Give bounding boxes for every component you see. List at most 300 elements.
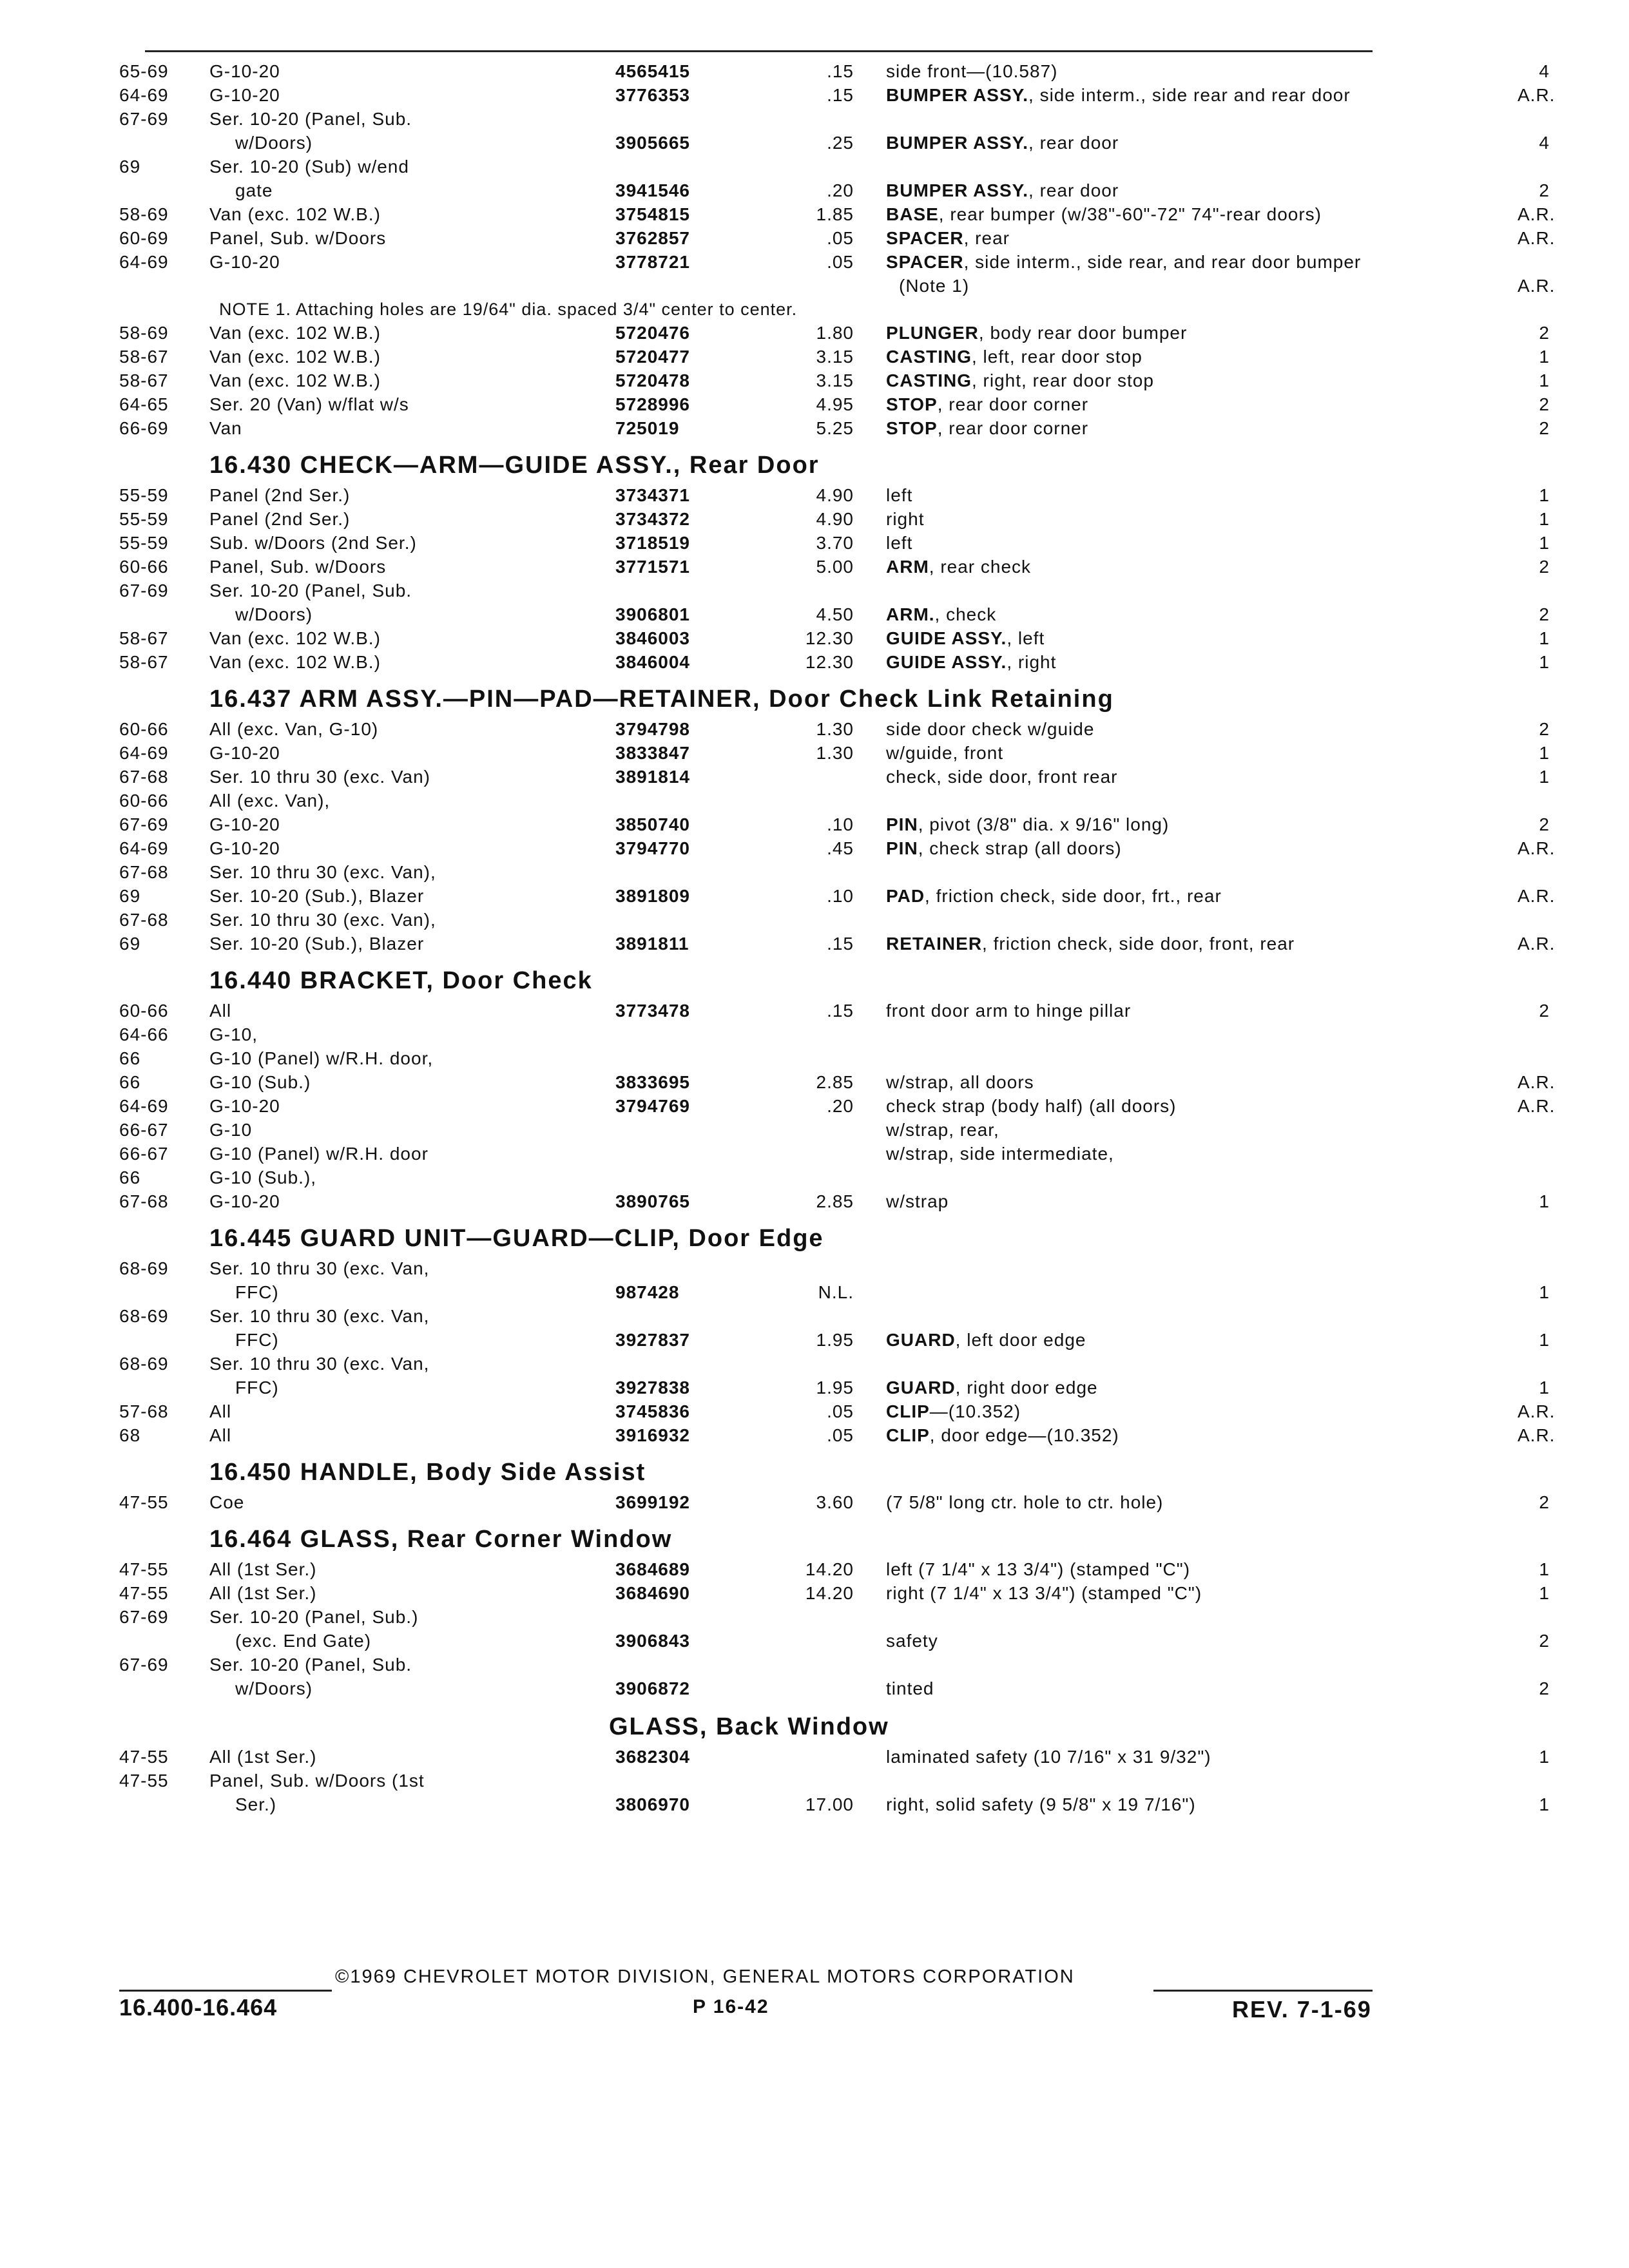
part-description <box>873 1769 1518 1792</box>
quantity: A.R. <box>1518 838 1556 858</box>
footer-section-range: 16.400-16.464 <box>119 1994 278 2021</box>
model-application: G-10 (Sub.), <box>209 1168 317 1187</box>
model-application: All (exc. Van), <box>209 791 331 811</box>
part-name: STOP <box>886 418 938 438</box>
model-years: 47-55 <box>119 1583 169 1603</box>
list-price: 1.95 <box>816 1330 854 1350</box>
quantity: A.R. <box>1518 1072 1556 1092</box>
list-price: .15 <box>827 934 854 954</box>
part-description: tinted <box>886 1678 934 1698</box>
part-row <box>119 1166 1402 1189</box>
list-price: 12.30 <box>805 628 854 648</box>
part-row <box>119 226 1556 250</box>
list-price: 12.30 <box>805 652 854 672</box>
quantity <box>1518 107 1550 131</box>
model-application: All <box>209 1401 232 1421</box>
part-row <box>119 602 1550 626</box>
model-years: 60-66 <box>119 1001 169 1021</box>
model-years: 64-69 <box>119 85 169 105</box>
quantity: 1 <box>1539 347 1550 367</box>
part-description: left <box>886 533 913 553</box>
part-number: 3891809 <box>615 886 691 906</box>
part-description <box>873 1166 1518 1189</box>
part-number <box>615 1352 757 1376</box>
section-title: 16.430 CHECK—ARM—GUIDE ASSY., Rear Door <box>209 452 820 479</box>
part-number: 3927838 <box>615 1378 691 1398</box>
quantity <box>1518 579 1550 602</box>
list-price <box>757 107 873 131</box>
quantity: A.R. <box>1518 886 1556 906</box>
model-years: 66-67 <box>119 1120 169 1140</box>
model-years: 55-59 <box>119 485 169 505</box>
footer-revision: REV. 7-1-69 <box>1232 1996 1372 2023</box>
part-number <box>615 1304 757 1328</box>
quantity: A.R. <box>1518 85 1556 105</box>
model-years: 58-67 <box>119 628 169 648</box>
part-description: front door arm to hinge pillar <box>886 1001 1132 1021</box>
part-description: w/strap, rear, <box>886 1120 999 1140</box>
model-years: 67-68 <box>119 910 169 930</box>
section-subtitle: GLASS, Back Window <box>609 1713 889 1740</box>
quantity <box>1518 1166 1550 1189</box>
part-row <box>119 1070 1556 1094</box>
model-years: 68-69 <box>119 1258 169 1278</box>
part-number <box>615 789 757 812</box>
quantity: A.R. <box>1518 1425 1556 1445</box>
model-years: 69 <box>119 934 141 954</box>
part-row <box>119 1423 1556 1447</box>
part-number: 3794798 <box>615 719 691 739</box>
part-description: (7 5/8" long ctr. hole to ctr. hole) <box>886 1492 1164 1512</box>
part-number: 3718519 <box>615 533 691 553</box>
list-price <box>757 789 873 812</box>
part-row <box>119 650 1550 674</box>
model-years: 69 <box>119 886 141 906</box>
part-description: STOP, rear door corner <box>886 394 1089 414</box>
model-application: Van (exc. 102 W.B.) <box>209 628 381 648</box>
section-title: 16.440 BRACKET, Door Check <box>209 967 593 994</box>
part-row <box>119 59 1550 83</box>
part-row <box>119 1352 1402 1376</box>
model-application: G-10, <box>209 1024 258 1044</box>
footer-rule-left <box>119 1990 332 1992</box>
quantity <box>1518 250 1550 274</box>
part-description: w/strap, all doors <box>886 1072 1034 1092</box>
part-name: CASTING <box>886 370 972 390</box>
model-years: 64-69 <box>119 838 169 858</box>
list-price <box>757 579 873 602</box>
model-years: 65-69 <box>119 61 169 81</box>
part-number <box>615 908 757 932</box>
model-application: Van (exc. 102 W.B.) <box>209 323 381 343</box>
part-row <box>119 1376 1550 1399</box>
part-description: right <box>886 509 925 529</box>
part-row <box>119 555 1550 579</box>
part-name: CLIP <box>886 1401 930 1421</box>
model-application: All (exc. Van, G-10) <box>209 719 379 739</box>
part-row <box>119 579 1402 602</box>
part-number: 3850740 <box>615 814 691 834</box>
quantity: A.R. <box>1518 1401 1556 1421</box>
part-row <box>119 1490 1550 1514</box>
model-years: 58-67 <box>119 652 169 672</box>
model-years: 66 <box>119 1072 141 1092</box>
part-description: CLIP, door edge—(10.352) <box>886 1425 1119 1445</box>
part-description <box>873 789 1518 812</box>
part-row <box>119 1189 1550 1213</box>
part-row <box>119 999 1550 1023</box>
model-application: Ser. 10-20 (Panel, Sub. <box>209 581 412 601</box>
part-number: 3891814 <box>615 767 691 787</box>
part-row <box>119 1142 1402 1166</box>
model-years: 67-69 <box>119 581 169 601</box>
part-name: ARM. <box>886 604 935 624</box>
list-price: 4.90 <box>816 509 854 529</box>
part-row <box>119 1328 1550 1352</box>
part-number: 3794769 <box>615 1096 691 1116</box>
quantity: 2 <box>1539 604 1550 624</box>
model-application: All <box>209 1425 232 1445</box>
list-price <box>757 1769 873 1792</box>
part-number: 3906801 <box>615 604 691 624</box>
model-application: Sub. w/Doors (2nd Ser.) <box>209 533 417 553</box>
list-price: .05 <box>827 252 854 272</box>
quantity: 1 <box>1539 509 1550 529</box>
part-name: BUMPER ASSY. <box>886 180 1029 200</box>
model-years: 64-69 <box>119 743 169 763</box>
part-number: 3682304 <box>615 1747 691 1767</box>
model-years: 55-59 <box>119 533 169 553</box>
model-years: 58-67 <box>119 347 169 367</box>
quantity: 1 <box>1539 1583 1550 1603</box>
model-application: Ser. 10 thru 30 (exc. Van, <box>209 1258 430 1278</box>
model-application: G-10 (Panel) w/R.H. door, <box>209 1048 434 1068</box>
quantity: 1 <box>1539 1559 1550 1579</box>
model-application: Ser. 10-20 (Panel, Sub.) <box>209 1607 419 1627</box>
part-number: 3906843 <box>615 1631 691 1651</box>
quantity <box>1518 1256 1550 1280</box>
model-years: 67-68 <box>119 767 169 787</box>
part-row <box>119 531 1550 555</box>
part-number: 3762857 <box>615 228 691 248</box>
part-description <box>873 1280 1518 1304</box>
part-row <box>119 812 1550 836</box>
part-name: ARM <box>886 557 929 577</box>
part-row <box>119 131 1550 155</box>
part-name: PAD <box>886 886 925 906</box>
part-number <box>615 1142 757 1166</box>
quantity: A.R. <box>1518 276 1556 296</box>
part-number: 3773478 <box>615 1001 691 1021</box>
part-name: PIN <box>886 838 918 858</box>
model-years: 60-66 <box>119 791 169 811</box>
part-number <box>615 1023 757 1046</box>
part-description <box>873 1023 1518 1046</box>
model-application: Ser. 10-20 (Panel, Sub. <box>209 1655 412 1675</box>
part-description: side front—(10.587) <box>886 61 1058 81</box>
quantity <box>1518 1769 1550 1792</box>
list-price: .05 <box>827 1425 854 1445</box>
part-description: (Note 1) <box>899 276 970 296</box>
model-application: FFC) <box>235 1330 279 1350</box>
list-price <box>757 1046 873 1070</box>
model-years: 47-55 <box>119 1559 169 1579</box>
part-number: 5728996 <box>615 394 691 414</box>
model-years: 66-67 <box>119 1144 169 1164</box>
part-row <box>119 155 1402 178</box>
quantity <box>1518 155 1550 178</box>
list-price: 2.85 <box>816 1191 854 1211</box>
part-row <box>119 107 1402 131</box>
part-row <box>119 202 1556 226</box>
model-application: Ser. 10 thru 30 (exc. Van, <box>209 1306 430 1326</box>
part-description: SPACER, side interm., side rear, and rear door bumper <box>886 252 1362 272</box>
part-description <box>873 1256 1518 1280</box>
part-description <box>873 1046 1518 1070</box>
part-row <box>119 274 1556 298</box>
quantity: A.R. <box>1518 934 1556 954</box>
list-price: 1.30 <box>816 743 854 763</box>
part-row <box>119 1745 1550 1769</box>
model-years: 67-69 <box>119 814 169 834</box>
part-number <box>615 1769 757 1792</box>
list-price: 5.00 <box>816 557 854 577</box>
model-application: FFC) <box>235 1378 279 1398</box>
quantity: 1 <box>1539 743 1550 763</box>
parts-listing <box>119 59 1556 1816</box>
quantity <box>1518 1118 1550 1142</box>
quantity <box>1518 860 1550 884</box>
quantity <box>1518 1142 1550 1166</box>
part-description <box>873 860 1518 884</box>
model-application: G-10 <box>209 1120 253 1140</box>
model-application: Panel, Sub. w/Doors (1st <box>209 1771 425 1791</box>
quantity: 2 <box>1539 180 1550 200</box>
model-application: (exc. End Gate) <box>235 1631 372 1651</box>
quantity: 1 <box>1539 1191 1550 1211</box>
part-row <box>119 1605 1402 1629</box>
list-price: 14.20 <box>805 1583 854 1603</box>
part-description: CASTING, left, rear door stop <box>886 347 1142 367</box>
model-application: All (1st Ser.) <box>209 1747 317 1767</box>
quantity: A.R. <box>1518 228 1556 248</box>
quantity: 1 <box>1539 485 1550 505</box>
part-description: right (7 1/4" x 13 3/4") (stamped "C") <box>886 1583 1202 1603</box>
quantity: 1 <box>1539 767 1550 787</box>
part-name: BUMPER ASSY. <box>886 85 1029 105</box>
quantity: A.R. <box>1518 1096 1556 1116</box>
part-row <box>119 1769 1402 1792</box>
list-price: .10 <box>827 814 854 834</box>
list-price <box>757 1605 873 1629</box>
list-price: .45 <box>827 838 854 858</box>
model-years: 57-68 <box>119 1401 169 1421</box>
quantity: 2 <box>1539 557 1550 577</box>
part-row <box>119 1118 1402 1142</box>
part-row <box>119 1792 1550 1816</box>
model-application: Van (exc. 102 W.B.) <box>209 204 381 224</box>
part-row <box>119 483 1550 507</box>
part-description: PAD, friction check, side door, frt., rear <box>886 886 1222 906</box>
part-number <box>615 1256 757 1280</box>
model-application: Ser. 10 thru 30 (exc. Van), <box>209 862 436 882</box>
quantity: 1 <box>1539 1330 1550 1350</box>
model-application: Ser. 20 (Van) w/flat w/s <box>209 394 409 414</box>
model-years: 58-67 <box>119 370 169 390</box>
list-price <box>757 1677 873 1700</box>
model-application: G-10-20 <box>209 61 280 81</box>
footer-copyright: ©1969 CHEVROLET MOTOR DIVISION, GENERAL MOTORS CORPORATION <box>335 1966 1075 1987</box>
list-price <box>757 1166 873 1189</box>
part-description: STOP, rear door corner <box>886 418 1089 438</box>
part-description: ARM., check <box>886 604 997 624</box>
part-name: GUIDE ASSY. <box>886 628 1007 648</box>
quantity: 2 <box>1539 719 1550 739</box>
part-number: 3684689 <box>615 1559 691 1579</box>
model-application: Van (exc. 102 W.B.) <box>209 652 381 672</box>
part-number: 4565415 <box>615 61 691 81</box>
part-description: GUARD, right door edge <box>886 1378 1098 1398</box>
footer-rule-right <box>1153 1990 1373 1992</box>
quantity: 1 <box>1539 652 1550 672</box>
model-years: 47-55 <box>119 1747 169 1767</box>
model-application: All (1st Ser.) <box>209 1583 317 1603</box>
quantity: 4 <box>1539 133 1550 153</box>
part-name: BUMPER ASSY. <box>886 133 1029 153</box>
quantity: 1 <box>1539 1378 1550 1398</box>
part-name: STOP <box>886 394 938 414</box>
part-number <box>615 1166 757 1189</box>
model-years <box>119 1376 209 1399</box>
model-application: Ser. 10-20 (Panel, Sub. <box>209 109 412 129</box>
list-price: .25 <box>827 133 854 153</box>
part-number: 5720477 <box>615 347 691 367</box>
part-row <box>119 932 1556 956</box>
part-name: BASE <box>886 204 939 224</box>
list-price: 17.00 <box>805 1794 854 1814</box>
model-years <box>119 602 209 626</box>
model-application: Panel (2nd Ser.) <box>209 509 351 529</box>
quantity: 2 <box>1539 1631 1550 1651</box>
part-row <box>119 1653 1402 1677</box>
part-row <box>119 369 1550 392</box>
section-title: 16.445 GUARD UNIT—GUARD—CLIP, Door Edge <box>209 1225 824 1252</box>
part-number <box>615 155 757 178</box>
part-description: left <box>886 485 913 505</box>
part-name: CASTING <box>886 347 972 367</box>
part-row <box>119 1399 1556 1423</box>
part-name: PLUNGER <box>886 323 979 343</box>
part-description <box>873 908 1518 932</box>
quantity <box>1518 908 1550 932</box>
model-years: 58-69 <box>119 204 169 224</box>
part-description: side door check w/guide <box>886 719 1095 739</box>
part-number: 3846003 <box>615 628 691 648</box>
part-number: 3684690 <box>615 1583 691 1603</box>
part-name: GUIDE ASSY. <box>886 652 1007 672</box>
list-price: .15 <box>827 61 854 81</box>
list-price: .20 <box>827 180 854 200</box>
quantity <box>1518 1046 1550 1070</box>
model-application: All (1st Ser.) <box>209 1559 317 1579</box>
list-price <box>757 1653 873 1677</box>
part-row <box>119 1629 1550 1653</box>
quantity: 2 <box>1539 1678 1550 1698</box>
part-number: 3941546 <box>615 180 691 200</box>
part-row <box>119 836 1556 860</box>
model-years: 66 <box>119 1048 141 1068</box>
model-application: w/Doors) <box>235 133 313 153</box>
part-number: 987428 <box>615 1282 680 1302</box>
model-application: w/Doors) <box>235 1678 313 1698</box>
top-rule <box>145 50 1373 52</box>
part-number: 3794770 <box>615 838 691 858</box>
quantity: 2 <box>1539 418 1550 438</box>
quantity <box>1518 1653 1550 1677</box>
part-description: safety <box>886 1631 938 1651</box>
part-row <box>119 765 1550 789</box>
part-description: CLIP—(10.352) <box>886 1401 1021 1421</box>
model-years: 68 <box>119 1425 141 1445</box>
model-application: All <box>209 1001 232 1021</box>
part-number <box>615 274 757 298</box>
model-years <box>119 178 209 202</box>
part-number: 3776353 <box>615 85 691 105</box>
part-name: SPACER <box>886 228 964 248</box>
list-price: 14.20 <box>805 1559 854 1579</box>
part-description <box>873 579 1518 602</box>
part-description: check, side door, front rear <box>886 767 1118 787</box>
list-price <box>757 908 873 932</box>
part-name: RETAINER <box>886 934 983 954</box>
part-description: GUIDE ASSY., right <box>886 652 1057 672</box>
part-description <box>873 155 1518 178</box>
model-years: 68-69 <box>119 1354 169 1374</box>
model-application: G-10-20 <box>209 1191 280 1211</box>
part-row <box>119 789 1402 812</box>
part-number <box>615 1118 757 1142</box>
model-years: 64-65 <box>119 394 169 414</box>
section-title: 16.450 HANDLE, Body Side Assist <box>209 1459 646 1486</box>
part-number <box>615 860 757 884</box>
model-application: G-10-20 <box>209 1096 280 1116</box>
part-description: left (7 1/4" x 13 3/4") (stamped "C") <box>886 1559 1191 1579</box>
quantity: 2 <box>1539 394 1550 414</box>
part-description: BUMPER ASSY., rear door <box>886 180 1119 200</box>
quantity: 1 <box>1539 1747 1550 1767</box>
part-row <box>119 1094 1556 1118</box>
part-number: 3846004 <box>615 652 691 672</box>
list-price: 1.30 <box>816 719 854 739</box>
part-description: w/strap <box>886 1191 949 1211</box>
model-years: 47-55 <box>119 1771 169 1791</box>
list-price: .20 <box>827 1096 854 1116</box>
list-price: N.L. <box>818 1282 854 1302</box>
list-price: 4.90 <box>816 485 854 505</box>
list-price <box>757 1256 873 1280</box>
part-row <box>119 908 1402 932</box>
model-years <box>119 274 209 298</box>
part-description <box>873 1304 1518 1328</box>
model-application: Panel, Sub. w/Doors <box>209 557 387 577</box>
part-number <box>615 1605 757 1629</box>
model-years: 64-66 <box>119 1024 169 1044</box>
list-price: 1.95 <box>816 1378 854 1398</box>
part-description: PIN, check strap (all doors) <box>886 838 1122 858</box>
model-application: G-10-20 <box>209 743 280 763</box>
model-years <box>119 1792 209 1816</box>
part-row <box>119 392 1550 416</box>
